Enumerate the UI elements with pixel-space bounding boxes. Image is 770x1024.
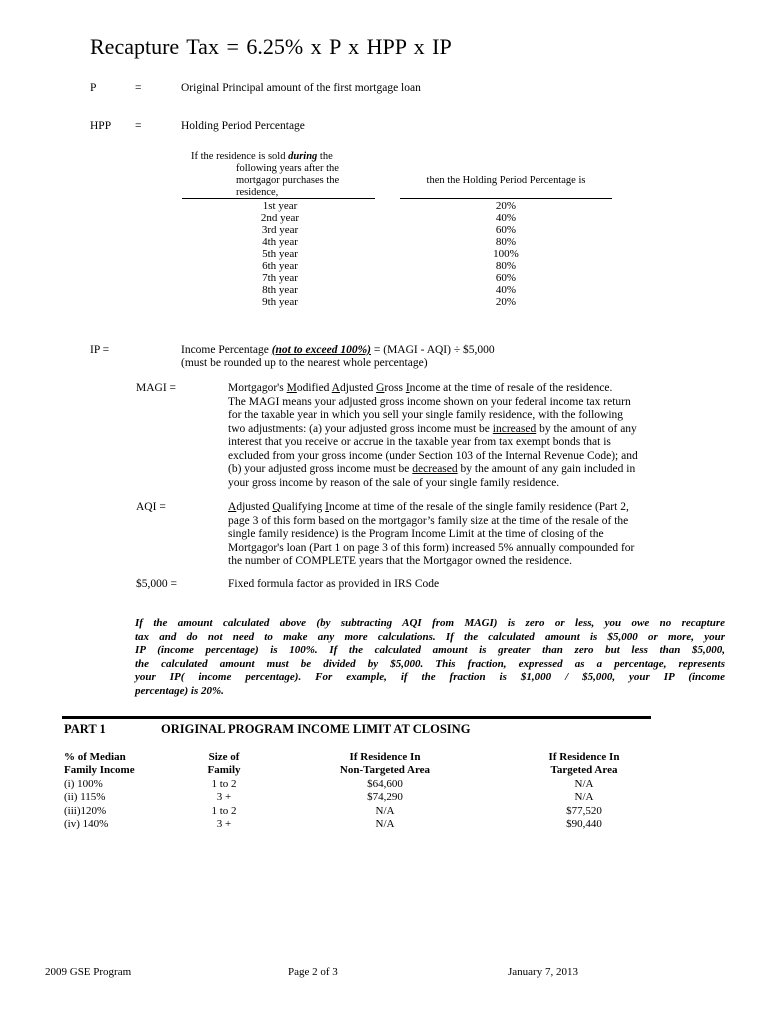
- table-cell: 3 +: [216, 817, 232, 830]
- table-row: [64, 791, 654, 804]
- fixed-factor-definition: Fixed formula factor as provided in IRS Code: [228, 578, 440, 590]
- note-line: percentage) is 20%.: [135, 684, 224, 697]
- income-limit-table: [64, 751, 654, 831]
- table-cell: (ii) 115%: [64, 791, 106, 804]
- hpp-right-rule: [400, 198, 612, 199]
- table-row: [64, 778, 654, 791]
- magi-definition: Mortgagor's Modified Adjusted Gross Income at the time of resale of the residence. The MAGI means your adjusted gross income shown on your federal income tax return for the taxable year in which you sell your single family residence, with the following two adjustments: (a) your adjusted gross income must be increased by the amount of any interest that you receive or accrue in the taxable year from tax exempt bonds that is excluded from your gross income (under Section 103 of the Internal Revenue Code); and (b) your adjusted gross income must be decreased by the amount of any gain included in your gross income by reason of the sale of your single family residence.: [228, 382, 638, 489]
- hpp-equals: =: [135, 120, 142, 132]
- hpp-year-item: 4th year: [262, 236, 298, 248]
- table-cell: $90,440: [566, 817, 602, 830]
- note-line: the calculated amount must be divided by $5,000. This fraction, expressed as a percentage, represents: [135, 657, 725, 670]
- page-title: Recapture Tax = 6.25% x P x HPP x IP: [90, 34, 452, 59]
- table-cell: N/A: [375, 817, 395, 830]
- table-cell: N/A: [375, 804, 395, 817]
- table-cell: 1 to 2: [211, 804, 237, 817]
- hpp-year-item: 2nd year: [260, 212, 300, 224]
- aqi-definition: Adjusted Qualifying Income at time of the resale of the single family residence (Part 2, page 3 of this form based on the mortgagor’s family size at the time of the resale of the single family residence) is the Program Income Limit at the time of closing of the Mortgagor's loan (Part 1 on page 3 of this form) increased 5% annually compounded for the number of COMPLETE years that the Mortgagor owned the residence.: [228, 501, 635, 567]
- hpp-year-list: [230, 200, 330, 308]
- table-cell: $77,520: [566, 804, 602, 817]
- footer-page-number: Page 2 of 3: [288, 966, 338, 978]
- note-line: tax and do not need to make any more calculations. If the calculated amount is $5,000 or more, your: [135, 630, 725, 643]
- hpp-percent-item: 40%: [495, 284, 517, 296]
- ip-rounding-note: (must be rounded up to the nearest whole percentage): [181, 357, 428, 369]
- table-cell: $64,600: [367, 777, 403, 790]
- magi-label: MAGI =: [136, 382, 177, 394]
- note-line: your IP( income percentage). For example, if the fraction is $1,000 / $5,000, your IP (income: [135, 671, 725, 683]
- recapture-note: [135, 617, 725, 698]
- table-cell: 1 to 2: [211, 777, 237, 790]
- hpp-percent-item: 100%: [493, 248, 519, 260]
- table-cell: (iv) 140%: [64, 817, 109, 830]
- table-header-row-1: % of Median Size of If Residence In If Residence In: [64, 751, 620, 763]
- hpp-percent-item: 40%: [495, 212, 517, 224]
- ip-definition: Income Percentage (not to exceed 100%) = (MAGI - AQI) ÷ $5,000: [181, 344, 495, 356]
- hpp-year-item: 8th year: [262, 284, 298, 296]
- hpp-percent-item: 20%: [495, 200, 517, 212]
- hpp-left-header: If the residence is sold during the following years after the mortgagor purchases the residence,: [191, 151, 340, 198]
- part1-heading: ORIGINAL PROGRAM INCOME LIMIT AT CLOSING: [161, 722, 471, 736]
- footer-date: January 7, 2013: [508, 966, 578, 978]
- part1-top-rule: [62, 716, 651, 719]
- hpp-year-item: 1st year: [262, 200, 298, 212]
- hpp-year-item: 6th year: [262, 260, 298, 272]
- footer-program: 2009 GSE Program: [45, 966, 132, 978]
- hpp-year-item: 3rd year: [261, 224, 299, 236]
- hpp-percent-item: 60%: [495, 272, 517, 284]
- fixed-factor-label: $5,000 =: [136, 578, 177, 590]
- table-cell: (i) 100%: [64, 777, 103, 790]
- hpp-definition: Holding Period Percentage: [181, 120, 305, 132]
- p-label: P: [90, 82, 97, 94]
- hpp-right-header: then the Holding Period Percentage is: [426, 175, 586, 186]
- hpp-percent-item: 20%: [495, 296, 517, 308]
- table-row: [64, 818, 654, 831]
- ip-label: IP =: [90, 344, 110, 356]
- table-cell: $74,290: [367, 791, 403, 804]
- hpp-percent-item: 80%: [495, 260, 517, 272]
- aqi-label: AQI =: [136, 501, 166, 513]
- table-row: [64, 805, 654, 818]
- note-line: IP (income percentage) is 100%. If the calculated amount is greater than zero but less than $5,000,: [135, 644, 725, 656]
- table-header-row-2: Family Income Family Non-Targeted Area Targeted Area: [64, 764, 618, 777]
- table-cell: (iii)120%: [64, 804, 107, 817]
- hpp-percent-item: 80%: [495, 236, 517, 248]
- hpp-year-item: 5th year: [262, 248, 298, 260]
- hpp-label: HPP: [90, 120, 112, 132]
- hpp-year-item: 9th year: [262, 296, 298, 308]
- hpp-year-item: 7th year: [262, 272, 298, 284]
- table-cell: N/A: [574, 791, 594, 804]
- table-cell: 3 +: [216, 791, 232, 804]
- hpp-percent-item: 60%: [495, 224, 517, 236]
- hpp-left-rule: [182, 198, 375, 199]
- part1-label: PART 1: [64, 722, 106, 736]
- p-definition: Original Principal amount of the first mortgage loan: [181, 82, 421, 94]
- p-equals: =: [135, 82, 142, 94]
- hpp-percent-list: [456, 200, 556, 308]
- note-line: If the amount calculated above (by subtracting AQI from MAGI) is zero or less, you owe no recapture: [135, 617, 725, 629]
- table-cell: N/A: [574, 777, 594, 790]
